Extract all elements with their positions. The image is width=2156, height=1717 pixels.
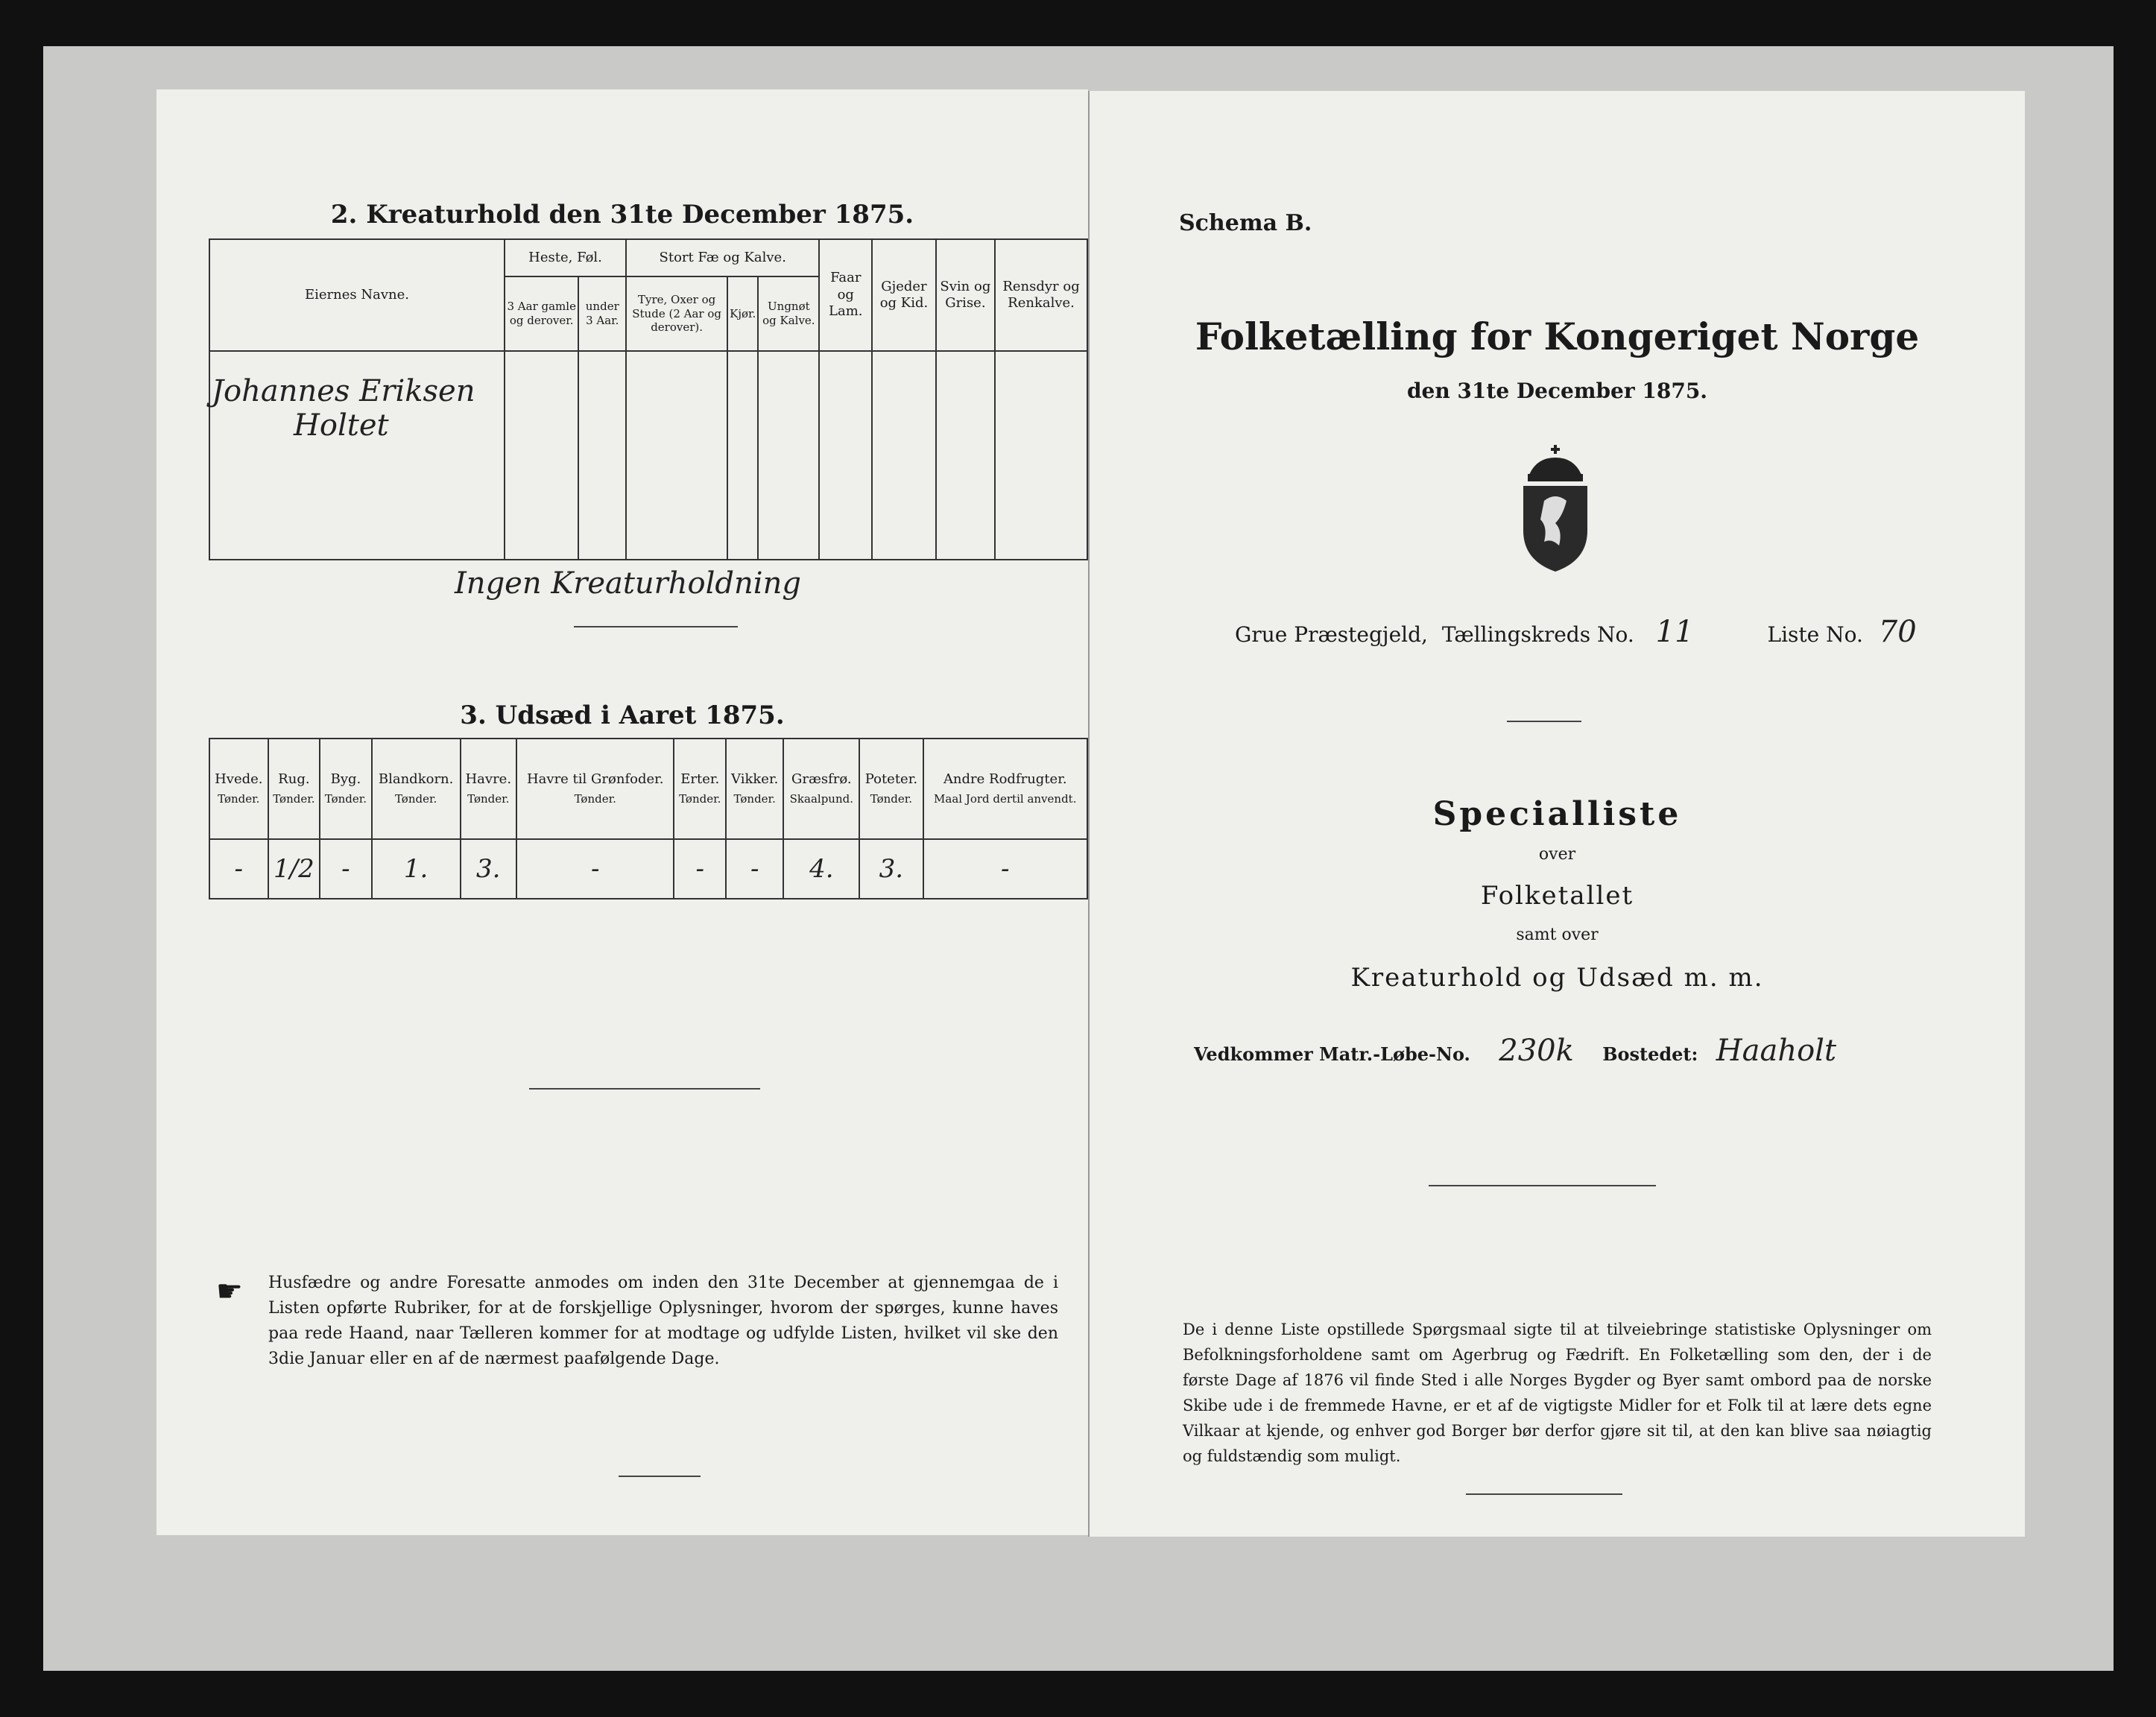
udsaed-value-7: - bbox=[726, 839, 783, 899]
udsaed-header-6 bbox=[674, 739, 726, 839]
udsaed-header-unit: Tønder. bbox=[679, 792, 721, 806]
udsaed-header-name: Havre. bbox=[465, 771, 512, 787]
udsaed-header-2 bbox=[320, 739, 372, 839]
udsaed-header-name: Hvede. bbox=[215, 771, 263, 787]
explanation-paragraph: De i denne Liste opstillede Spørgsmaal sigte til at tilveiebringe statistiske Oplysninger om Befolkningsforholdene samt om Agerbrug og Fædrift. En Folketælling som den, der i de første Dage af 1876 vil finde Sted i alle Norges Bygder og Byer samt ombord paa de norske Skibe ude i de fremmede Havne, er et af de vigtigste Midler for et Folk til at lære dets egne Vilkaar at kjende, og enhver god Borger bør derfor gjøre sit til, at den kan blive saa nøiagtig og fuldstændig som muligt. bbox=[1183, 1321, 1932, 1465]
matr-value: 230k bbox=[1499, 1034, 1574, 1068]
udsaed-header-unit: Maal Jord dertil anvendt. bbox=[934, 792, 1077, 806]
udsaed-header-name: Byg. bbox=[330, 771, 361, 787]
bosted-value: Haaholt bbox=[1716, 1034, 1837, 1068]
udsaed-header-unit: Tønder. bbox=[394, 792, 437, 806]
udsaed-header-name: Andre Rodfrugter. bbox=[943, 771, 1067, 787]
udsaed-header-10 bbox=[923, 739, 1088, 839]
udsaed-value-3: 1. bbox=[372, 839, 461, 899]
bosted-label: Bostedet: bbox=[1602, 1043, 1698, 1065]
fae-header: Stort Fæ og Kalve. bbox=[626, 239, 819, 276]
schema-label: Schema B. bbox=[1179, 210, 1312, 236]
udsaed-value-0: - bbox=[209, 839, 268, 899]
rensdyr-header: Rensdyr og Renkalve. bbox=[995, 239, 1087, 351]
folketallet-title: Folketallet bbox=[1480, 881, 1634, 911]
main-title: Folketælling for Kongeriget Norge bbox=[1195, 314, 1920, 358]
faar-header: Faar og Lam. bbox=[819, 239, 872, 351]
matr-label: Vedkommer Matr.-Løbe-No. bbox=[1194, 1043, 1470, 1065]
fae-kjor-header: Kjør. bbox=[727, 276, 758, 351]
udsaed-header-1 bbox=[268, 739, 320, 839]
udsaed-header-unit: Tønder. bbox=[467, 792, 510, 806]
no-animals-note: Ingen Kreaturholdning bbox=[455, 566, 801, 601]
fae-ungnot-header: Ungnøt og Kalve. bbox=[758, 276, 819, 351]
udsaed-header-5 bbox=[516, 739, 674, 839]
udsaed-header-name: Vikker. bbox=[731, 771, 779, 787]
left-page bbox=[157, 89, 1088, 1535]
udsaed-value-10: - bbox=[923, 839, 1088, 899]
coat-of-arms-icon bbox=[1514, 441, 1596, 575]
udsaed-value-9: 3. bbox=[859, 839, 923, 899]
district-value: 11 bbox=[1655, 615, 1694, 649]
udsaed-value-4: 3. bbox=[461, 839, 516, 899]
parish-label: Grue Præstegjeld, bbox=[1235, 622, 1428, 647]
udsaed-header-name: Rug. bbox=[278, 771, 310, 787]
udsaed-header-name: Græsfrø. bbox=[791, 771, 852, 787]
owner-cell bbox=[209, 351, 505, 560]
gjeder-header: Gjeder og Kid. bbox=[872, 239, 936, 351]
udsaed-value-2: - bbox=[320, 839, 372, 899]
kreaturhold-title: Kreaturhold og Udsæd m. m. bbox=[1350, 963, 1764, 993]
udsaed-header-0 bbox=[209, 739, 268, 839]
udsaed-header-unit: Tønder. bbox=[574, 792, 616, 806]
owner-header: Eiernes Navne. bbox=[209, 239, 505, 351]
udsaed-header-name: Blandkorn. bbox=[378, 771, 454, 787]
divider-line bbox=[1507, 721, 1581, 722]
udsaed-header-4 bbox=[461, 739, 516, 839]
udsaed-header-unit: Tønder. bbox=[870, 792, 913, 806]
udsaed-header-unit: Skaalpund. bbox=[789, 792, 853, 806]
over-label: over bbox=[1538, 845, 1576, 864]
notice-text: Husfædre og andre Foresatte anmodes om inden den 31te December at gjennemgaa de i Listen opførte Rubriker, for at de forskjellige Oplysninger, hvorom der spørges, kunne haves paa rede Haand, naar Tælleren kommer for at modtage og udfylde Listen, hvilket vil ske den 3die Januar eller en af de nærmest paafølgende Dage. bbox=[268, 1274, 1058, 1368]
heste-old-header: 3 Aar gamle og derover. bbox=[505, 276, 578, 351]
udsaed-header-9 bbox=[859, 739, 923, 839]
udsaed-header-7 bbox=[726, 739, 783, 839]
right-page bbox=[1088, 91, 2025, 1537]
udsaed-header-unit: Tønder. bbox=[733, 792, 776, 806]
pointing-hand-icon: ☛ bbox=[216, 1274, 243, 1309]
svin-header: Svin og Grise. bbox=[936, 239, 995, 351]
samt-over-label: samt over bbox=[1516, 926, 1599, 944]
divider-line bbox=[574, 626, 738, 627]
udsaed-table bbox=[209, 738, 1088, 899]
date-line: den 31te December 1875. bbox=[1406, 379, 1708, 403]
udsaed-header-unit: Tønder. bbox=[324, 792, 367, 806]
specialliste-title: Specialliste bbox=[1432, 795, 1682, 833]
udsaed-value-6: - bbox=[674, 839, 726, 899]
list-label: Liste No. bbox=[1767, 622, 1863, 647]
heste-young-header: under 3 Aar. bbox=[578, 276, 626, 351]
udsaed-header-name: Poteter. bbox=[864, 771, 918, 787]
divider-line bbox=[1466, 1493, 1622, 1495]
udsaed-header-unit: Tønder. bbox=[218, 792, 260, 806]
udsaed-header-8 bbox=[783, 739, 859, 839]
district-label: Tællingskreds No. bbox=[1441, 622, 1634, 647]
divider-line bbox=[1429, 1185, 1656, 1186]
kreatur-table bbox=[209, 238, 1088, 560]
owner-name-line2: Holtet bbox=[294, 408, 389, 443]
divider-line bbox=[529, 1088, 760, 1090]
section3-title: 3. Udsæd i Aaret 1875. bbox=[460, 701, 785, 730]
section2-title: 2. Kreaturhold den 31te December 1875. bbox=[330, 200, 914, 230]
udsaed-header-name: Erter. bbox=[680, 771, 720, 787]
udsaed-header-unit: Tønder. bbox=[273, 792, 315, 806]
list-value: 70 bbox=[1878, 615, 1917, 649]
fae-tyre-header: Tyre, Oxer og Stude (2 Aar og derover). bbox=[626, 276, 727, 351]
udsaed-value-1: 1/2 bbox=[268, 839, 320, 899]
heste-header: Heste, Føl. bbox=[505, 239, 626, 276]
udsaed-header-name: Havre til Grønfoder. bbox=[526, 771, 664, 787]
owner-name-line1: Johannes Eriksen bbox=[212, 374, 475, 408]
udsaed-value-5: - bbox=[516, 839, 674, 899]
udsaed-header-3 bbox=[372, 739, 461, 839]
divider-line bbox=[619, 1476, 701, 1477]
udsaed-value-8: 4. bbox=[783, 839, 859, 899]
